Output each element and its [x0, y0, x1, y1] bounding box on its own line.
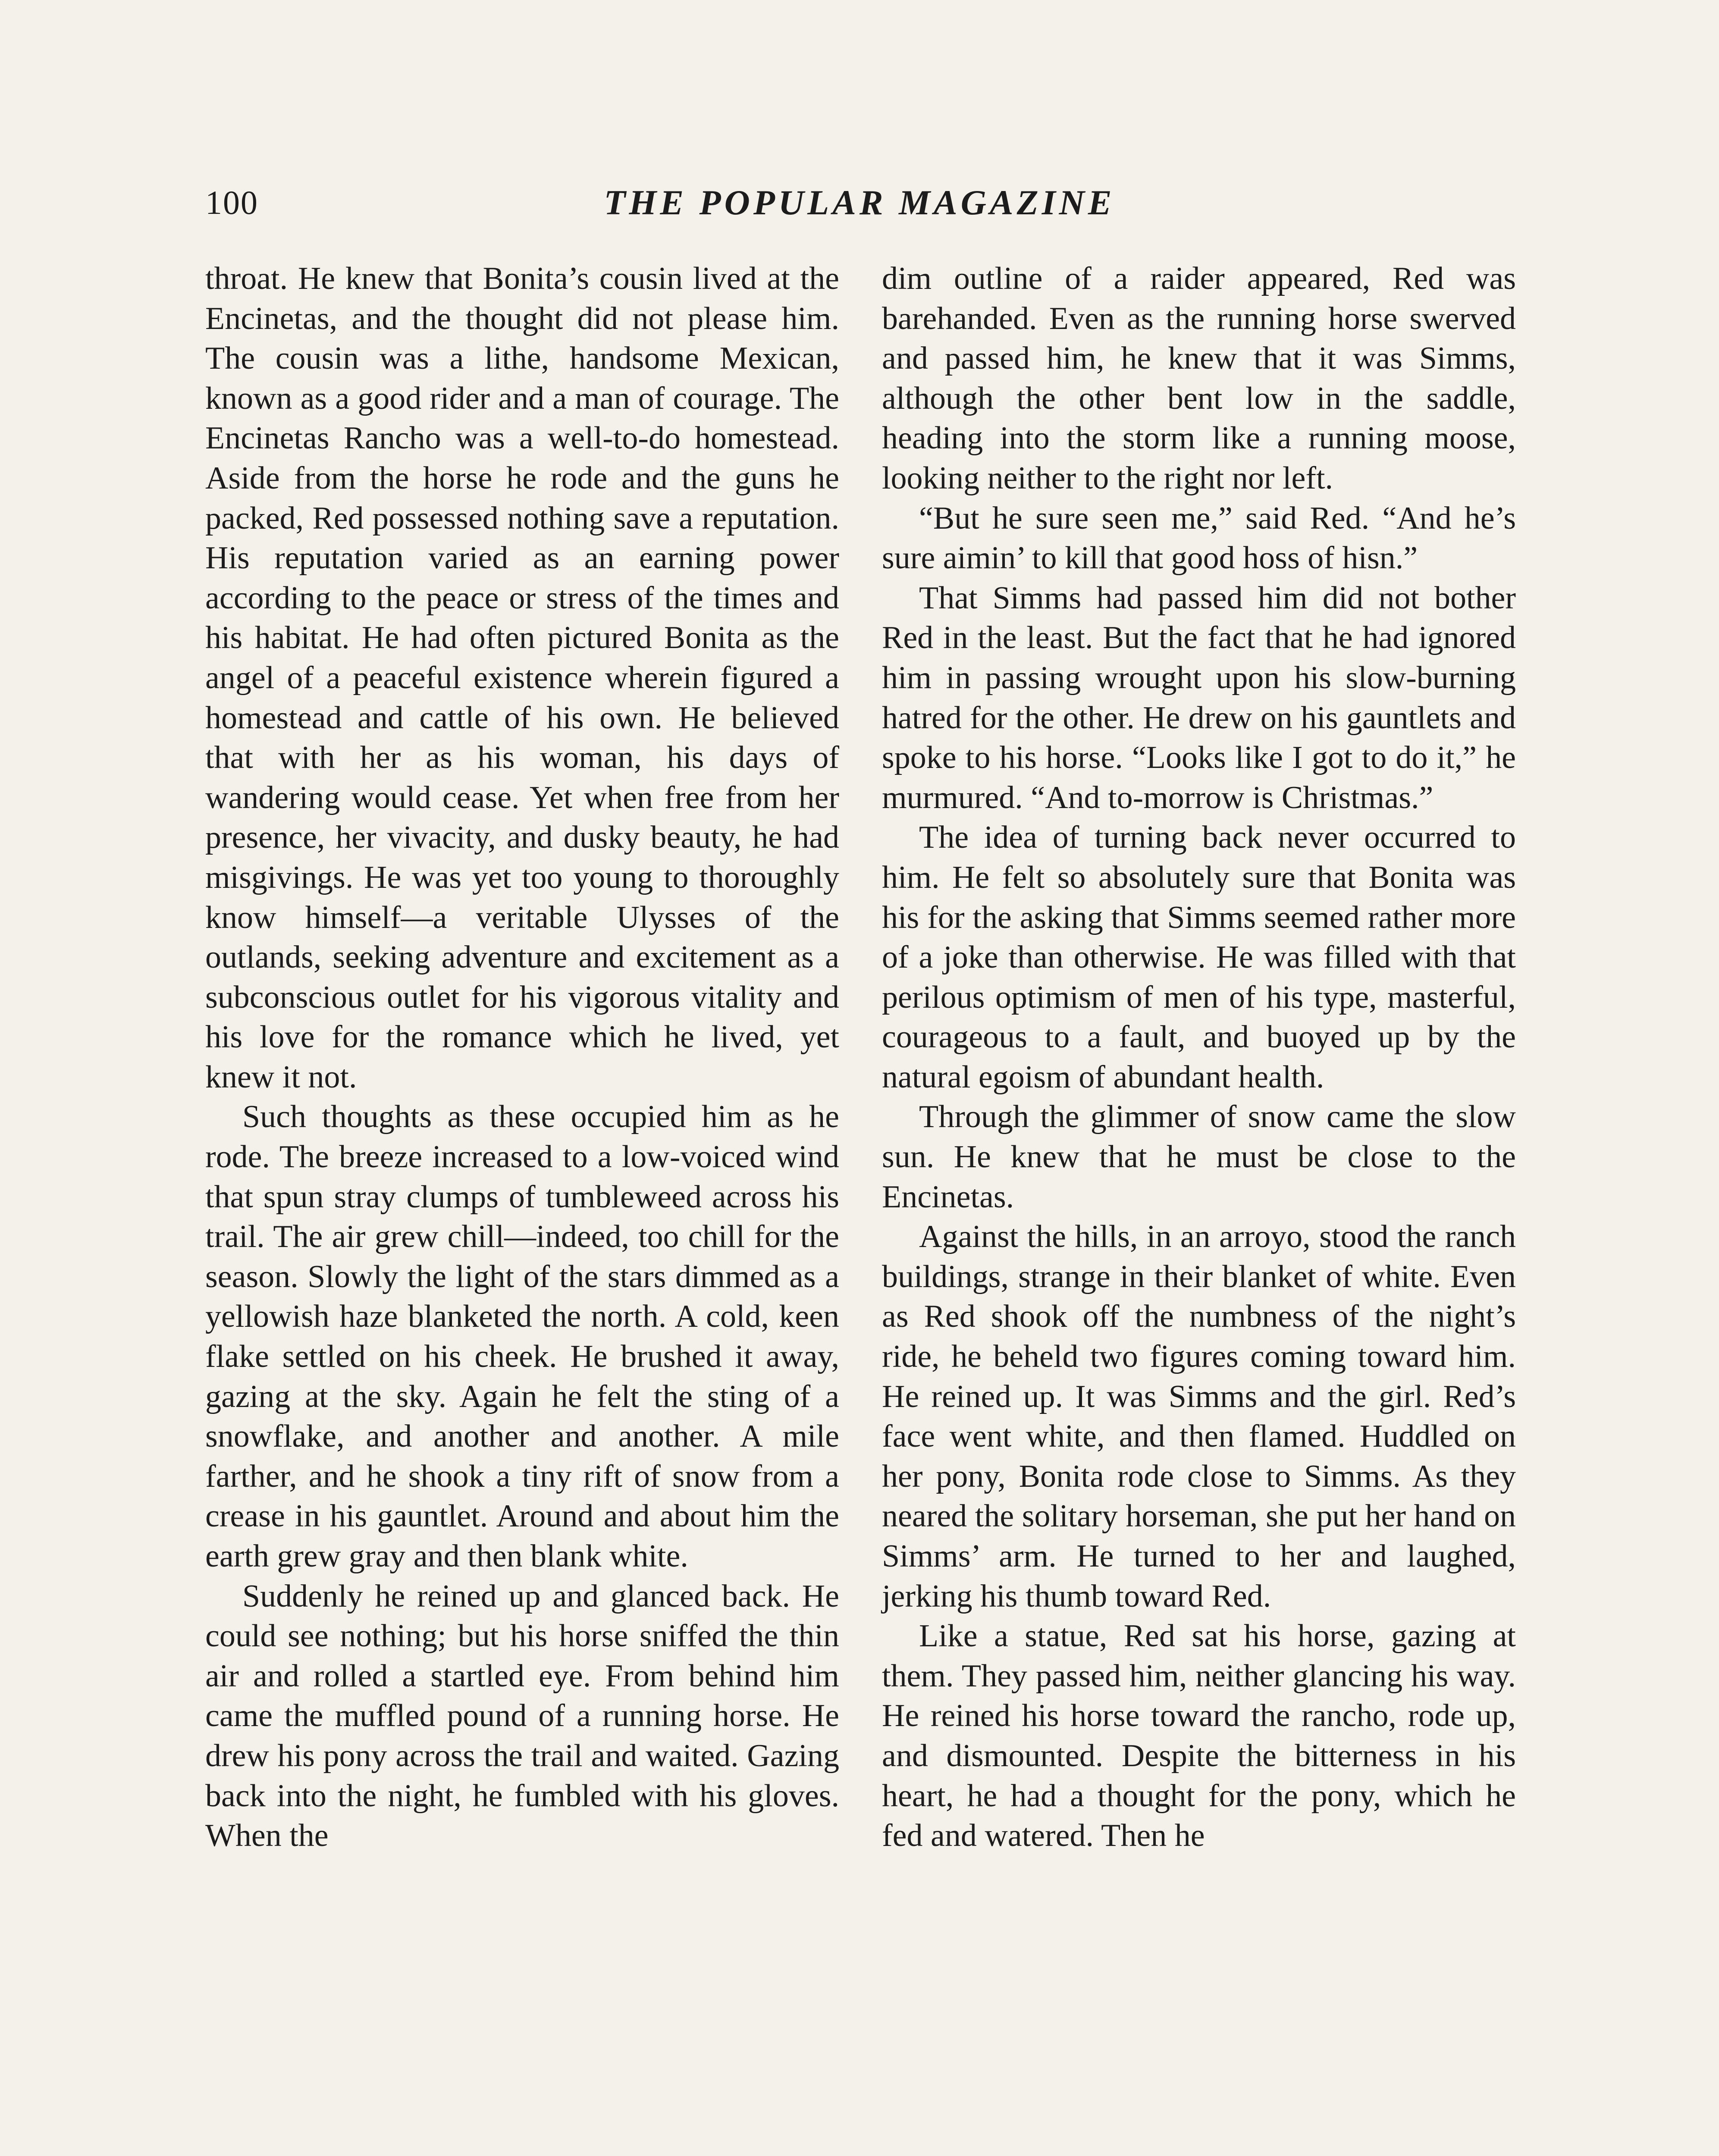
paragraph: throat. He knew that Bonita’s cousin lived at the Encinetas, and the thought did not please him. The cousin was a lithe, handsome Mexican, known as a good rider and a man of courage. The Encinetas Rancho was a well-to-do homestead. Aside from the horse he rode and the guns he packed, Red possessed nothing save a reputation. His reputation varied as an earning power according to the peace or stress of the times and his habitat. He had often pictured Bonita as the angel of a peaceful existence wherein figured a homestead and cattle of his own. He believed that with her as his woman, his days of wandering would cease. Yet when free from her presence, her vivacity, and dusky beauty, he had misgivings. He was yet too young to thoroughly know himself—a veritable Ulysses of the outlands, seeking adventure and excitement as a subconscious outlet for his vigorous vitality and his love for the romance which he lived, yet knew it not. [205, 261, 839, 1095]
page-number: 100 [205, 184, 258, 221]
paragraph: Against the hills, in an arroyo, stood the ranch buildings, strange in their blanket of white. Even as Red shook off the numbness of the night’s ride, he beheld two figures coming toward him. He reined up. It was Simms and the girl. Red’s face went white, and then flamed. Huddled on her pony, Bonita rode close to Simms. As they neared the solitary horseman, she put her hand on Simms’ arm. He turned to her and laughed, jerking his thumb toward Red. [882, 1219, 1516, 1614]
paragraph: Suddenly he reined up and glanced back. He could see nothing; but his horse sniffed the thin air and rolled a startled eye. From behind him came the muffled pound of a running horse. He drew his pony across the trail and waited. Gazing back into the night, he fumbled with his gloves. When the [205, 1578, 839, 1854]
paragraph: Such thoughts as these occupied him as he rode. The breeze increased to a low-voiced wind that spun stray clumps of tumbleweed across his trail. The air grew chill—indeed, too chill for the season. Slowly the light of the stars dimmed as a yellowish haze blanketed the north. A cold, keen flake settled on his cheek. He brushed it away, gazing at the sky. Again he felt the sting of a snowflake, and another and another. A mile farther, and he shook a tiny rift of snow from a crease in his gauntlet. Around and about him the earth grew gray and then blank white. [205, 1099, 839, 1574]
paragraph: Through the glimmer of snow came the slow sun. He knew that he must be close to the Encinetas. [882, 1099, 1516, 1215]
paragraph: “But he sure seen me,” said Red. “And he’s sure aimin’ to kill that good hoss of hisn.” [882, 500, 1516, 576]
paragraph: Like a statue, Red sat his horse, gazing at them. They passed him, neither glancing his way. He reined his horse toward the rancho, rode up, and dismounted. Despite the bitterness in his heart, he had a thought for the pony, which he fed and watered. Then he [882, 1618, 1516, 1854]
left-column [205, 259, 839, 1856]
paragraph: The idea of turning back never occurred to him. He felt so absolutely sure that Bonita was his for the asking that Simms seemed rather more of a joke than otherwise. He was filled with that perilous optimism of men of his type, masterful, courageous to a fault, and buoyed up by the natural egoism of abundant health. [882, 820, 1516, 1095]
paragraph: That Simms had passed him did not bother Red in the least. But the fact that he had ignored him in passing wrought upon his slow-burning hatred for the other. He drew on his gauntlets and spoke to his horse. “Looks like I got to do it,” he murmured. “And to-morrow is Christmas.” [882, 580, 1516, 815]
paragraph: dim outline of a raider appeared, Red was barehanded. Even as the running horse swerved and passed him, he knew that it was Simms, although the other bent low in the saddle, heading into the storm like a running moose, looking neither to the right nor left. [882, 261, 1516, 496]
page-header [205, 179, 1514, 231]
right-column [882, 259, 1516, 1856]
running-title: THE POPULAR MAGAZINE [604, 183, 1115, 222]
